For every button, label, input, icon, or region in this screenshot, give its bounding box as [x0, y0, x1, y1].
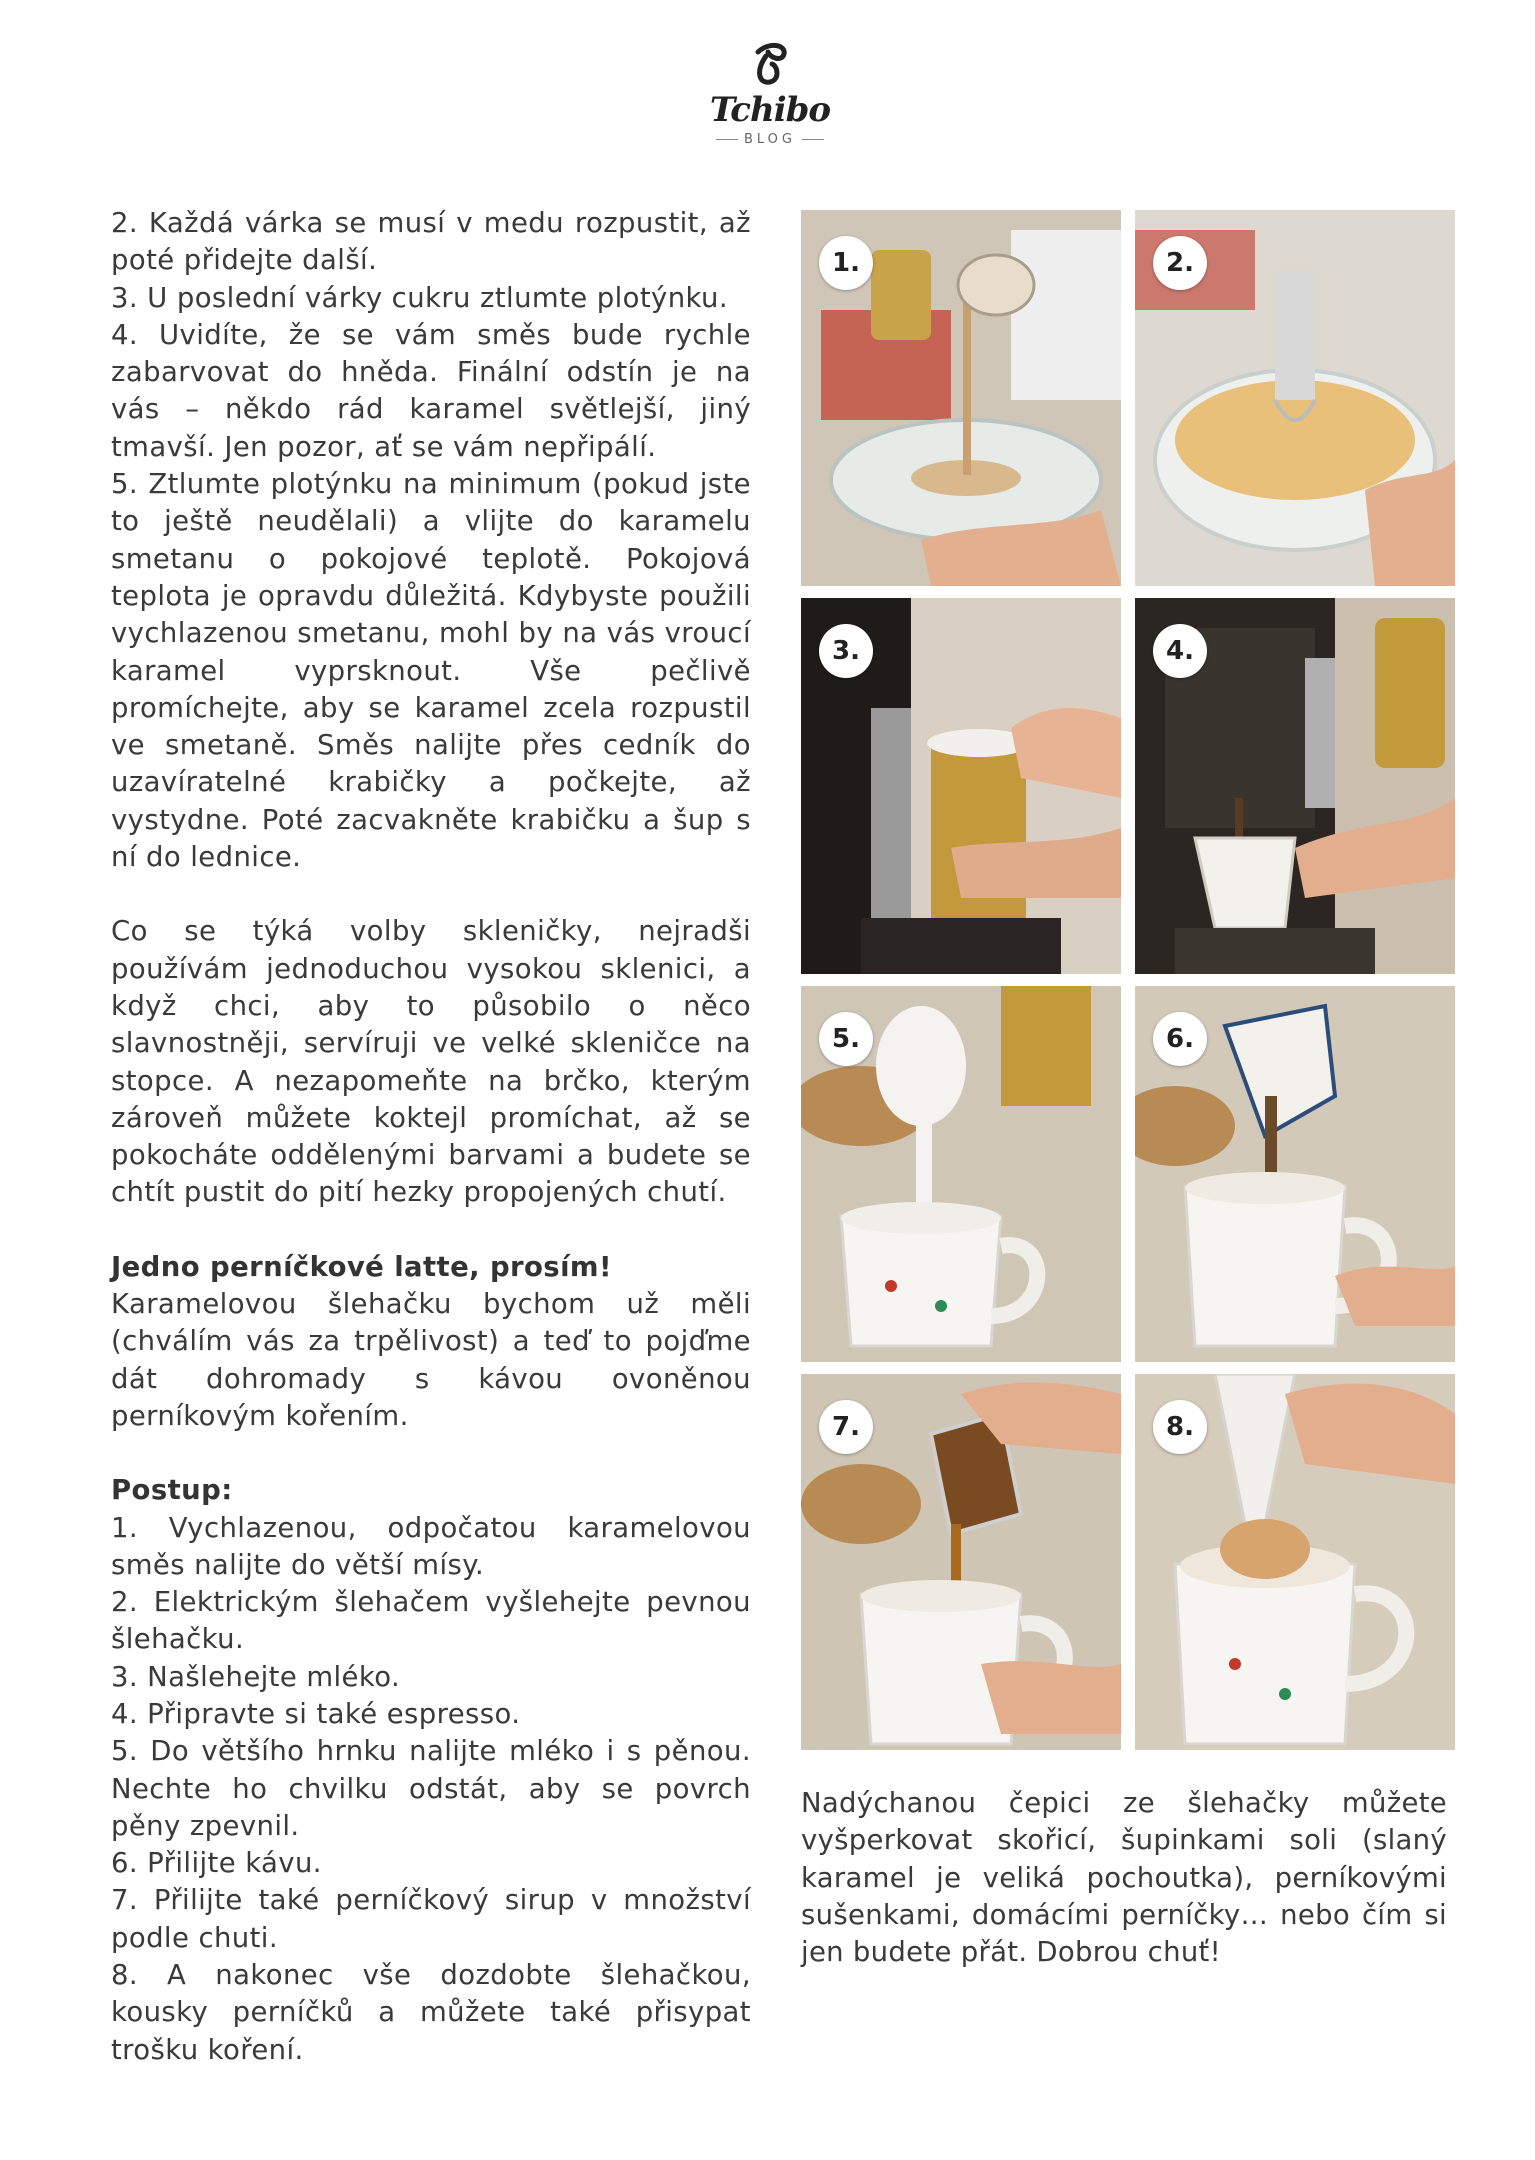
step-photo-3 [801, 598, 1121, 974]
step-line: 4. Uvidíte, že se vám směs bude rychle zabarvovat do hněda. Finální odstín je na vás – někdo rád karamel světlejší, jiný tmavší. Jen pozor, ať se vám nepřipálí. [111, 318, 751, 463]
step-number-badge: 1. [819, 236, 873, 290]
procedure-step: 8. A nakonec vše dozdobte šlehačkou, kousky perníčků a můžete také přisypat trošku koření. [111, 1959, 751, 2066]
step-photo-6 [1135, 986, 1455, 1362]
step-number-badge: 3. [819, 624, 873, 678]
step-photo-7 [801, 1374, 1121, 1750]
step-photo-1 [801, 210, 1121, 586]
latte-intro: Karamelovou šlehačku bychom už měli (chválím vás za trpělivost) a teď to pojďme dát dohromady s kávou ovoněnou perníkovým kořením. [111, 1288, 751, 1432]
latte-heading: Jedno perníčkové latte, prosím! [111, 1250, 612, 1283]
step-line: 5. Ztlumte plotýnku na minimum (pokud jste to ještě neudělali) a vlijte do karamelu smetanu o pokojové teplotě. Pokojová teplota je opravdu důležitá. Kdybyste použili vychlazenou smetanu, mohl by na vás vroucí karamel vyprsknout. Vše pečlivě promíchejte, aby se karamel zcela rozpustil ve smetaně. Směs nalijte přes cedník do uzavíratelné krabičky a počkejte, až vystydne. Poté zacvakněte krabičku a šup s ní do lednice. [111, 468, 751, 874]
procedure-step: 3. Našlehejte mléko. [111, 1660, 401, 1693]
step-number-badge: 7. [819, 1400, 873, 1454]
procedure-step: 7. Přilijte také perníčkový sirup v množství podle chuti. [111, 1884, 751, 1954]
step-photo-4 [1135, 598, 1455, 974]
step-line: 3. U poslední várky cukru ztlumte plotýnku. [111, 281, 729, 314]
step-photo-2 [1135, 210, 1455, 586]
procedure-step: 1. Vychlazenou, odpočatou karamelovou směs nalijte do větší mísy. [111, 1511, 751, 1581]
procedure-step: 2. Elektrickým šlehačem vyšlehejte pevnou šlehačku. [111, 1586, 751, 1656]
tchibo-mark-icon [748, 40, 792, 88]
procedure-step: 6. Přilijte kávu. [111, 1847, 322, 1880]
tchibo-blog-logo[interactable] [700, 40, 840, 160]
step-number-badge: 6. [1153, 1012, 1207, 1066]
step-number-badge: 8. [1153, 1400, 1207, 1454]
brand-name: Tchibo [709, 90, 831, 130]
article-text-column [111, 205, 751, 2069]
procedure-heading: Postup: [111, 1474, 233, 1507]
glass-paragraph: Co se týká volby skleničky, nejradši používám jednoduchou vysokou sklenici, a když chci, aby to působilo o něco slavnostněji, servíruji ve velké skleničce na stopce. A nezapomeňte na brčko, kterým zároveň můžete koktejl promíchat, až se pokocháte oddělenými barvami a budete se chtít pustit do pití hezky propojených chutí. [111, 915, 751, 1209]
procedure-step: 5. Do většího hrnku nalijte mléko i s pěnou. Nechte ho chvilku odstát, aby se povrch pěny zpevnil. [111, 1735, 751, 1842]
photo-caption: Nadýchanou čepici ze šlehačky můžete vyšperkovat skořicí, šupinkami soli (slaný karamel je veliká pochoutka), perníkovými sušenkami, domácími perníčky… nebo čím si jen budete přát. Dobrou chuť! [801, 1787, 1447, 1969]
step-number-badge: 2. [1153, 236, 1207, 290]
section-label: BLOG [700, 132, 840, 147]
procedure-step: 4. Připravte si také espresso. [111, 1697, 521, 1730]
step-photo-8 [1135, 1374, 1455, 1750]
step-photo-5 [801, 986, 1121, 1362]
step-number-badge: 5. [819, 1012, 873, 1066]
step-number-badge: 4. [1153, 624, 1207, 678]
step-line: 2. Každá várka se musí v medu rozpustit, až poté přidejte další. [111, 207, 751, 277]
